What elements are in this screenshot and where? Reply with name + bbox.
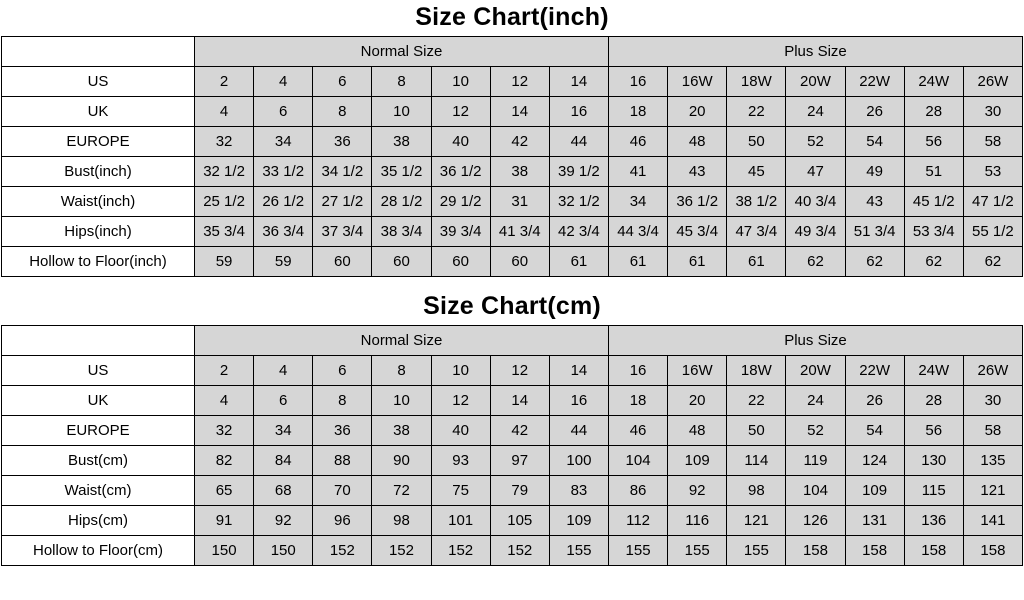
cell: 34 <box>254 416 313 446</box>
cell: 119 <box>786 446 845 476</box>
cell: 58 <box>963 416 1022 446</box>
cell: 60 <box>431 247 490 277</box>
cell: 12 <box>490 67 549 97</box>
cell: 52 <box>786 127 845 157</box>
cell: 2 <box>195 356 254 386</box>
cell: 8 <box>372 356 431 386</box>
cell: 45 1/2 <box>904 187 963 217</box>
cell: 60 <box>313 247 372 277</box>
cell: 20W <box>786 356 845 386</box>
cell: 24W <box>904 67 963 97</box>
cell: 158 <box>904 536 963 566</box>
cell: 62 <box>786 247 845 277</box>
row-label: Bust(cm) <box>2 446 195 476</box>
cell: 62 <box>963 247 1022 277</box>
cell: 92 <box>254 506 313 536</box>
page-title-inch: Size Chart(inch) <box>415 3 609 31</box>
cell: 30 <box>963 386 1022 416</box>
cell: 152 <box>490 536 549 566</box>
cell: 46 <box>608 127 667 157</box>
cell: 52 <box>786 416 845 446</box>
cell: 109 <box>845 476 904 506</box>
cell: 8 <box>372 67 431 97</box>
cell: 158 <box>786 536 845 566</box>
cell: 82 <box>195 446 254 476</box>
cell: 10 <box>372 97 431 127</box>
cell: 38 <box>372 416 431 446</box>
cell: 22W <box>845 67 904 97</box>
cell: 31 <box>490 187 549 217</box>
cell: 10 <box>372 386 431 416</box>
cell: 68 <box>254 476 313 506</box>
cell: 60 <box>490 247 549 277</box>
cell: 29 1/2 <box>431 187 490 217</box>
cell: 152 <box>372 536 431 566</box>
cell: 34 <box>608 187 667 217</box>
cell: 27 1/2 <box>313 187 372 217</box>
cell: 121 <box>963 476 1022 506</box>
cell: 72 <box>372 476 431 506</box>
cell: 44 3/4 <box>608 217 667 247</box>
cell: 152 <box>313 536 372 566</box>
cell: 4 <box>254 356 313 386</box>
row-label: Bust(inch) <box>2 157 195 187</box>
cell: 53 3/4 <box>904 217 963 247</box>
cell: 47 <box>786 157 845 187</box>
cell: 16 <box>549 386 608 416</box>
cell: 54 <box>845 416 904 446</box>
cell: 20 <box>668 97 727 127</box>
cell: 48 <box>668 127 727 157</box>
cell: 61 <box>608 247 667 277</box>
size-chart-cm-block <box>0 289 1024 566</box>
cell: 37 3/4 <box>313 217 372 247</box>
cell: 84 <box>254 446 313 476</box>
cell: 97 <box>490 446 549 476</box>
row-label: UK <box>2 97 195 127</box>
cell: 59 <box>195 247 254 277</box>
row-label: US <box>2 67 195 97</box>
cell: 46 <box>608 416 667 446</box>
cell: 39 1/2 <box>549 157 608 187</box>
cell: 28 <box>904 97 963 127</box>
cell: 61 <box>668 247 727 277</box>
cell: 33 1/2 <box>254 157 313 187</box>
cell: 45 <box>727 157 786 187</box>
cell: 44 <box>549 416 608 446</box>
cell: 116 <box>668 506 727 536</box>
cell: 49 3/4 <box>786 217 845 247</box>
cell: 53 <box>963 157 1022 187</box>
cell: 20W <box>786 67 845 97</box>
cell: 22 <box>727 386 786 416</box>
cell: 155 <box>727 536 786 566</box>
cell: 34 <box>254 127 313 157</box>
cell: 42 3/4 <box>549 217 608 247</box>
cell: 105 <box>490 506 549 536</box>
cell: 30 <box>963 97 1022 127</box>
cell: 36 3/4 <box>254 217 313 247</box>
table-row <box>2 157 1023 187</box>
cell: 83 <box>549 476 608 506</box>
cell: 38 <box>372 127 431 157</box>
row-label: Hips(inch) <box>2 217 195 247</box>
cell: 124 <box>845 446 904 476</box>
cell: 56 <box>904 416 963 446</box>
cell: 18W <box>727 356 786 386</box>
cell: 45 3/4 <box>668 217 727 247</box>
cell: 101 <box>431 506 490 536</box>
cell: 61 <box>549 247 608 277</box>
cell: 18 <box>608 386 667 416</box>
cell: 28 1/2 <box>372 187 431 217</box>
cell: 41 3/4 <box>490 217 549 247</box>
cell: 130 <box>904 446 963 476</box>
cell: 25 1/2 <box>195 187 254 217</box>
table-row <box>2 356 1023 386</box>
cell: 54 <box>845 127 904 157</box>
row-label: US <box>2 356 195 386</box>
blank-corner <box>2 326 195 356</box>
cell: 104 <box>608 446 667 476</box>
cell: 115 <box>904 476 963 506</box>
cell: 22W <box>845 356 904 386</box>
cell: 98 <box>372 506 431 536</box>
cell: 114 <box>727 446 786 476</box>
group-header-normal: Normal Size <box>195 37 609 67</box>
table-row <box>2 536 1023 566</box>
cell: 43 <box>668 157 727 187</box>
cell: 43 <box>845 187 904 217</box>
cell: 16W <box>668 356 727 386</box>
row-label: UK <box>2 386 195 416</box>
row-label: EUROPE <box>2 416 195 446</box>
table-group-header-row <box>2 37 1023 67</box>
cell: 16 <box>549 97 608 127</box>
cell: 60 <box>372 247 431 277</box>
cell: 155 <box>668 536 727 566</box>
cell: 8 <box>313 97 372 127</box>
cell: 24 <box>786 386 845 416</box>
page-title-cm: Size Chart(cm) <box>423 292 601 320</box>
cell: 126 <box>786 506 845 536</box>
cell: 136 <box>904 506 963 536</box>
cell: 26W <box>963 356 1022 386</box>
cell: 41 <box>608 157 667 187</box>
cell: 65 <box>195 476 254 506</box>
cell: 32 1/2 <box>195 157 254 187</box>
cell: 88 <box>313 446 372 476</box>
table-row <box>2 386 1023 416</box>
cell: 96 <box>313 506 372 536</box>
table-row <box>2 67 1023 97</box>
cell: 40 3/4 <box>786 187 845 217</box>
cell: 59 <box>254 247 313 277</box>
cell: 58 <box>963 127 1022 157</box>
cell: 16 <box>608 356 667 386</box>
cell: 90 <box>372 446 431 476</box>
cell: 155 <box>549 536 608 566</box>
cell: 12 <box>490 356 549 386</box>
group-header-plus: Plus Size <box>608 326 1022 356</box>
cell: 48 <box>668 416 727 446</box>
table-row <box>2 97 1023 127</box>
cell: 50 <box>727 416 786 446</box>
cell: 75 <box>431 476 490 506</box>
cell: 51 3/4 <box>845 217 904 247</box>
cell: 35 3/4 <box>195 217 254 247</box>
cell: 150 <box>195 536 254 566</box>
cell: 4 <box>195 97 254 127</box>
cell: 18W <box>727 67 786 97</box>
cell: 36 <box>313 416 372 446</box>
cell: 16W <box>668 67 727 97</box>
cell: 158 <box>845 536 904 566</box>
cell: 135 <box>963 446 1022 476</box>
table-row <box>2 476 1023 506</box>
cell: 35 1/2 <box>372 157 431 187</box>
size-table-inch <box>1 36 1023 277</box>
cell: 150 <box>254 536 313 566</box>
cell: 38 1/2 <box>727 187 786 217</box>
cell: 24W <box>904 356 963 386</box>
cell: 56 <box>904 127 963 157</box>
cell: 86 <box>608 476 667 506</box>
cell: 38 <box>490 157 549 187</box>
table-row <box>2 446 1023 476</box>
row-label: Hollow to Floor(cm) <box>2 536 195 566</box>
cell: 112 <box>608 506 667 536</box>
cell: 16 <box>608 67 667 97</box>
cell: 61 <box>727 247 786 277</box>
cell: 32 1/2 <box>549 187 608 217</box>
cell: 24 <box>786 97 845 127</box>
cell: 39 3/4 <box>431 217 490 247</box>
cell: 2 <box>195 67 254 97</box>
cell: 26 <box>845 97 904 127</box>
table-row <box>2 187 1023 217</box>
cell: 42 <box>490 416 549 446</box>
cell: 40 <box>431 416 490 446</box>
cell: 14 <box>490 97 549 127</box>
cell: 51 <box>904 157 963 187</box>
table-row <box>2 247 1023 277</box>
table-row <box>2 506 1023 536</box>
blank-corner <box>2 37 195 67</box>
cell: 104 <box>786 476 845 506</box>
cell: 14 <box>490 386 549 416</box>
cell: 6 <box>254 97 313 127</box>
row-label: Waist(inch) <box>2 187 195 217</box>
cell: 155 <box>608 536 667 566</box>
cell: 91 <box>195 506 254 536</box>
cell: 32 <box>195 416 254 446</box>
cell: 26 1/2 <box>254 187 313 217</box>
cell: 92 <box>668 476 727 506</box>
cell: 14 <box>549 356 608 386</box>
cell: 100 <box>549 446 608 476</box>
cell: 62 <box>904 247 963 277</box>
cell: 4 <box>195 386 254 416</box>
group-header-plus: Plus Size <box>608 37 1022 67</box>
cell: 6 <box>313 356 372 386</box>
cell: 20 <box>668 386 727 416</box>
cell: 47 3/4 <box>727 217 786 247</box>
cell: 36 1/2 <box>668 187 727 217</box>
size-chart-inch-block <box>0 0 1024 277</box>
cell: 10 <box>431 67 490 97</box>
cell: 79 <box>490 476 549 506</box>
cell: 26W <box>963 67 1022 97</box>
table-row <box>2 217 1023 247</box>
table-row <box>2 416 1023 446</box>
cell: 42 <box>490 127 549 157</box>
table-row <box>2 127 1023 157</box>
cell: 44 <box>549 127 608 157</box>
cell: 14 <box>549 67 608 97</box>
size-table-cm <box>1 325 1023 566</box>
table-group-header-row <box>2 326 1023 356</box>
cell: 38 3/4 <box>372 217 431 247</box>
row-label: Hollow to Floor(inch) <box>2 247 195 277</box>
cell: 109 <box>668 446 727 476</box>
cell: 49 <box>845 157 904 187</box>
cell: 141 <box>963 506 1022 536</box>
cell: 4 <box>254 67 313 97</box>
row-label: Hips(cm) <box>2 506 195 536</box>
cell: 62 <box>845 247 904 277</box>
cell: 109 <box>549 506 608 536</box>
cell: 6 <box>313 67 372 97</box>
cell: 18 <box>608 97 667 127</box>
cell: 40 <box>431 127 490 157</box>
cell: 131 <box>845 506 904 536</box>
group-header-normal: Normal Size <box>195 326 609 356</box>
cell: 55 1/2 <box>963 217 1022 247</box>
cell: 26 <box>845 386 904 416</box>
cell: 152 <box>431 536 490 566</box>
cell: 70 <box>313 476 372 506</box>
cell: 22 <box>727 97 786 127</box>
cell: 10 <box>431 356 490 386</box>
cell: 121 <box>727 506 786 536</box>
row-label: EUROPE <box>2 127 195 157</box>
cell: 98 <box>727 476 786 506</box>
cell: 36 1/2 <box>431 157 490 187</box>
cell: 47 1/2 <box>963 187 1022 217</box>
cell: 32 <box>195 127 254 157</box>
cell: 158 <box>963 536 1022 566</box>
cell: 36 <box>313 127 372 157</box>
cell: 12 <box>431 97 490 127</box>
row-label: Waist(cm) <box>2 476 195 506</box>
cell: 50 <box>727 127 786 157</box>
cell: 6 <box>254 386 313 416</box>
section-divider <box>0 277 1024 289</box>
cell: 12 <box>431 386 490 416</box>
cell: 28 <box>904 386 963 416</box>
cell: 34 1/2 <box>313 157 372 187</box>
cell: 93 <box>431 446 490 476</box>
cell: 8 <box>313 386 372 416</box>
